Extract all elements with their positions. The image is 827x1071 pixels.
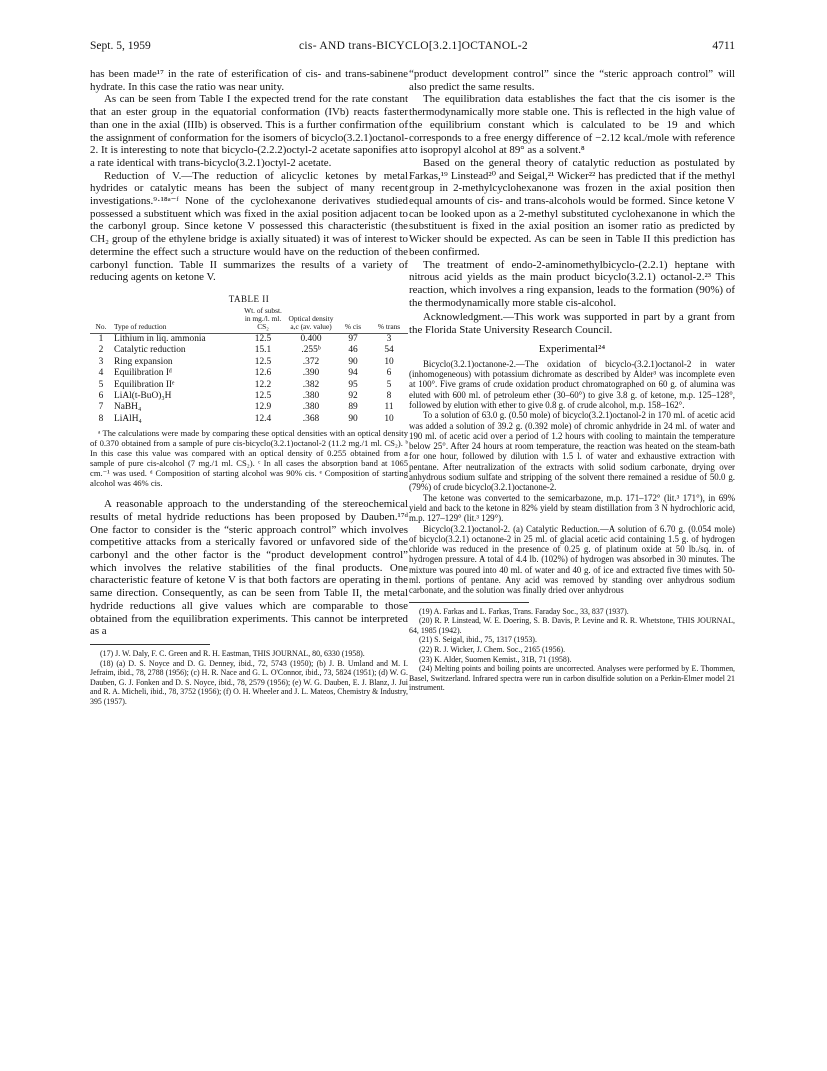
experimental-paragraph: Bicyclo(3.2.1)octanone-2.—The oxidation of bicyclo-(3.2.1)octanol-2 in water (inhomogeneous) with potassium dichromate as described by Alder³ was incomplete even at 100°. Five grams of crude oxidation product chromatographed on 60 g. of alumina was eluted with 600 ml. of petroleum ether (30–60°) to give 3.8 g. of ketone, m.p. 125–128°, followed by elution with ether to give 0.8 g. of crude alcohol, m.p. 158–162°. [409,358,735,410]
table-cell: Equilibration IIᵉ [114,379,175,390]
paragraph: A reasonable approach to the understanding of the stereochemical results of metal hydride reductions has been proposed by Dauben.¹⁷ᵈ One factor to consider is the “steric approach control” which involves competitive attacks from a sterically favored or unfavored side of the carbonyl and the other factor is the “product development control” which involves the relative stabilities of the final products. One characteristic feature of ketone V is that both factors are operating in the same direction. Consequently, as can be seen from Table II, the metal hydride reductions all give values which are comparable to those obtained from the equilibration experiments. This cannot be interpreted as a [90,498,408,638]
table-cell: .380 [302,390,320,401]
table-cell: 90 [348,413,358,424]
table-row [90,380,408,391]
table-cell: 12.5 [254,390,272,401]
table-body [90,333,408,425]
table-cell: 10 [384,356,394,367]
table-cell: 94 [348,368,358,379]
table-cell: 8 [386,390,392,401]
acknowledgment: Acknowledgment.—This work was supported in part by a grant from the Florida State University Research Council. [409,311,735,337]
table-cell: 12.2 [254,379,272,390]
table-cell: 2 [98,345,104,356]
table-ii [90,307,408,425]
table-header: % cis [336,307,370,334]
table-cell: 5 [386,379,392,390]
table-cell: .255ᵇ [301,345,321,356]
table-cell: 46 [348,345,358,356]
table-row [90,368,408,379]
table-row [90,414,408,425]
table-cell: 54 [384,345,394,356]
paragraph: The treatment of endo-2-aminomethylbicyclo-(2.2.1) heptane with nitrous acid yields as the main product bicyclo(3.2.1) octanol-2.²³ This reaction, which involves a ring expansion, leads to the formation (90%) of the thermodynamically more stable cis-alcohol. [409,258,735,309]
table-row [90,357,408,368]
table-cell: 6 [98,390,104,401]
header-title: cis- AND trans-BICYCLO[3.2.1]OCTANOL-2 [299,40,528,52]
experimental-paragraph: To a solution of 63.0 g. (0.50 mole) of bicyclo(3.2.1)octanol-2 in 170 ml. of acetic acid was added a solution of 39.2 g. (0.392 mole) of chromic anhydride in 24 ml. of water and 190 ml. of acetic acid over a period of 1.2 hours with cooling to maintain the temperature below 25°. After 24 hours at room temperature, the reaction was heated on the steam-bath for one hour, followed by dilution with 1.5 l. of water and exhaustive extraction with pentane. After neutralization of the extracts with solid sodium carbonate, drying over anhydrous sodium sulfate and stripping of the solvent there remained a residue of 50.0 g. (79%) of crude bicyclo(3.2.1)octanone-2. [409,410,735,493]
table-cell: .382 [302,379,320,390]
table-cell: 1 [98,333,104,344]
footnote: (20) R. P. Linstead, W. E. Doering, S. B. Davis, P. Levine and R. R. Whetstone, THIS JOURNAL, 64, 1985 (1942). [409,616,735,635]
table-cell: 3 [98,356,104,367]
table-cell: 12.4 [254,413,272,424]
header-page-number: 4711 [712,40,735,52]
paragraph: The equilibration data establishes the fact that the cis isomer is the thermodynamically more stable one. This is reflected in the high value of the equilibrium constant which is calculated to be 19 and which corresponds to a free energy difference of −2.12 kcal./mole with reference to isopropyl alcohol at 89° as a solvent.⁸ [409,93,735,157]
footnote-rule [90,644,210,645]
footnote: (17) J. W. Daly, F. C. Green and R. H. Eastman, THIS JOURNAL, 80, 6330 (1958). [100,648,365,658]
section-heading-experimental: Experimental²⁴ [538,342,606,355]
table-cell: LiAl(t-BuO)₃H [114,390,172,401]
paragraph: Reduction of V.—The reduction of alicyclic ketones by metal hydrides or catalytic means has been the subject of many recent investigations.⁹·¹⁸ᵃ⁻ᶠ None of the cyclohexanone derivatives studied possessed a substituent which was fixed in the axial position adjacent to the carbonyl group. Since ketone V possessed this characteristic (the CH₂ group of the ethylene bridge is axially situated) it was of interest to determine the effect such a structure would have on the reduction of the carbonyl function. Table II summarizes the results of a variety of reducing agents on ketone V. [90,169,408,284]
paragraph: As can be seen from Table I the expected trend for the rate constant that an ester group in the equatorial conformation (IVb) reacts faster than one in the axial (IIIb) is observed. This is a further confirmation of the assignment of conformation for the isomers of bicyclo(3.2.1)octanol-2. It is interesting to note that bicyclo-(2.2.2)octyl-2 acetate saponifies at a rate identical with trans-bicyclo(3.2.1)octyl-2 acetate. [90,93,408,169]
table-cell: 90 [348,356,358,367]
table-cell: 92 [348,390,358,401]
table-cell: 12.9 [254,402,272,413]
table-cell: 0.400 [300,333,322,344]
left-column [90,68,408,707]
footnote: (22) R. J. Wicker, J. Chem. Soc., 2165 (1956). [419,644,566,654]
table-cell: Catalytic reduction [114,345,186,356]
table-row [90,402,408,413]
table-header: Optical density a,c (av. value) [286,307,336,334]
table-cell: 10 [384,413,394,424]
table-cell: 12.5 [254,333,272,344]
table-cell: .380 [302,402,320,413]
table-caption: TABLE II [228,293,270,304]
table-cell: .372 [302,356,320,367]
right-column [409,68,735,693]
table-cell: 97 [348,333,358,344]
table-cell: 12.5 [254,356,272,367]
footnote: (19) A. Farkas and L. Farkas, Trans. Faraday Soc., 33, 837 (1937). [419,606,629,616]
table-cell: 3 [386,333,392,344]
footnote: (18) (a) D. S. Noyce and D. G. Denney, ibid., 72, 5743 (1950); (b) J. B. Umland and M. I. Jefraim, ibid., 78, 2788 (1956); (c) H. R. Nace and G. L. O'Connor, ibid., 73, 5824 (1951); (d) W. G. Dauben, G. J. Fonken and D. S. Noyce, ibid., 78, 2579 (1956); (e) W. G. Dauben, E. J. Blanz, J. Jui and R. A. Micheli, ibid., 78, 3752 (1956); (f) O. H. Wheeler and J. L. Mateos, Chemistry & Industry, 395 (1957). [90,658,408,706]
footnote: (24) Melting points and boiling points are uncorrected. Analyses were performed by E. Thommen, Basel, Switzerland. Infrared spectra were run in carbon disulfide solution on a Perkin-Elmer model 21 instrument. [409,664,735,693]
table-footnote: ᵃ The calculations were made by comparing these optical densities with an optical density of 0.370 obtained from a sample of pure cis-bicyclo(3.2.1)octanol-2 (11.2 mg./1 ml. CS₂). ᵇ In this case this value was compared with an optical density of 0.255 obtained from a sample of pure cis-alcohol (7 mg./1 ml. CS₂). ᶜ In all cases the absorption band at 1065 cm.⁻¹ was used. ᵈ Composition of starting alcohol was 90% cis. ᵉ Composition of starting alcohol was 46% cis. [90,428,408,489]
table-header: No. [90,307,112,334]
table-row [90,333,408,345]
table-row [90,391,408,402]
table-cell: Equilibration Iᵈ [114,368,172,379]
footnote: (21) S. Seigal, ibid., 75, 1317 (1953). [419,635,537,645]
table-cell: 6 [386,368,392,379]
table-header: Wt. of subst. in mg./l. ml. CS₂ [240,307,286,334]
experimental-paragraph: Bicyclo(3.2.1)octanol-2. (a) Catalytic Reduction.—A solution of 6.70 g. (0.054 mole) of bicyclo(3.2.1) octanone-2 in 25 ml. of glacial acetic acid containing 1.5 g. of hydrogen chloride was reduced in the presence of 0.25 g. of platinum oxide at 50 lb./sq. in. of hydrogen pressure. A total of 4.4 lb. (102%) of hydrogen was absorbed in 30 minutes. The mixture was poured into 40 ml. of water and 40 g. of ice and extracted five times with 50-ml. portions of pentane. Any acid was removed by standing over anhydrous sodium carbonate, and the solution was finally dried over anhydrous [409,523,735,596]
table-cell: 15.1 [254,345,272,356]
table-cell: NaBH₄ [114,402,142,413]
table-cell: 8 [98,413,104,424]
table-cell: 7 [98,402,104,413]
table-header-row [90,307,408,334]
table-cell: 4 [98,368,104,379]
table-cell: 89 [348,402,358,413]
table-header: Type of reduction [112,307,240,334]
table-cell: LiAlH₄ [114,413,142,424]
paragraph: has been made¹⁷ in the rate of esterification of cis- and trans-sabinene hydrate. In this case the ratio was near unity. [90,68,408,93]
experimental-paragraph: The ketone was converted to the semicarbazone, m.p. 171–172° (lit.³ 171°), in 69% yield and back to the ketone in 82% yield by steam distillation from 3 N hydrochloric acid, m.p. 127–129° (lit.³ 129°). [409,492,735,524]
table-cell: 11 [384,402,394,413]
header-date: Sept. 5, 1959 [90,40,151,52]
table-cell: Ring expansion [114,356,173,367]
table-cell: 12.6 [254,368,272,379]
footnote: (23) K. Alder, Suomen Kemist., 31B, 71 (1958). [419,654,572,664]
paragraph: Based on the general theory of catalytic reduction as postulated by Farkas,¹⁹ Linstead²⁰ and Seigal,²¹ Wicker²² has predicted that if the methyl group in 2-methylcyclohexanone was frozen in the axial position then equal amounts of cis- and trans-alcohols would be formed. Since ketone V can be looked upon as a 2-methyl substituted cyclohexanone in which the substituent is fixed in the axial position an isomer ratio as predicted by Wicker should be expected. As can be seen in Table II this prediction has been confirmed. [409,156,735,258]
table-cell: 95 [348,379,358,390]
footnote-rule [409,602,529,603]
paragraph: “product development control” since the “steric approach control” will also predict the same results. [409,68,735,93]
table-cell: Lithium in liq. ammonia [114,333,206,344]
table-cell: .368 [302,413,320,424]
table-row [90,345,408,356]
table-cell: 5 [98,379,104,390]
table-header: % trans [370,307,408,334]
table-cell: .390 [302,368,320,379]
